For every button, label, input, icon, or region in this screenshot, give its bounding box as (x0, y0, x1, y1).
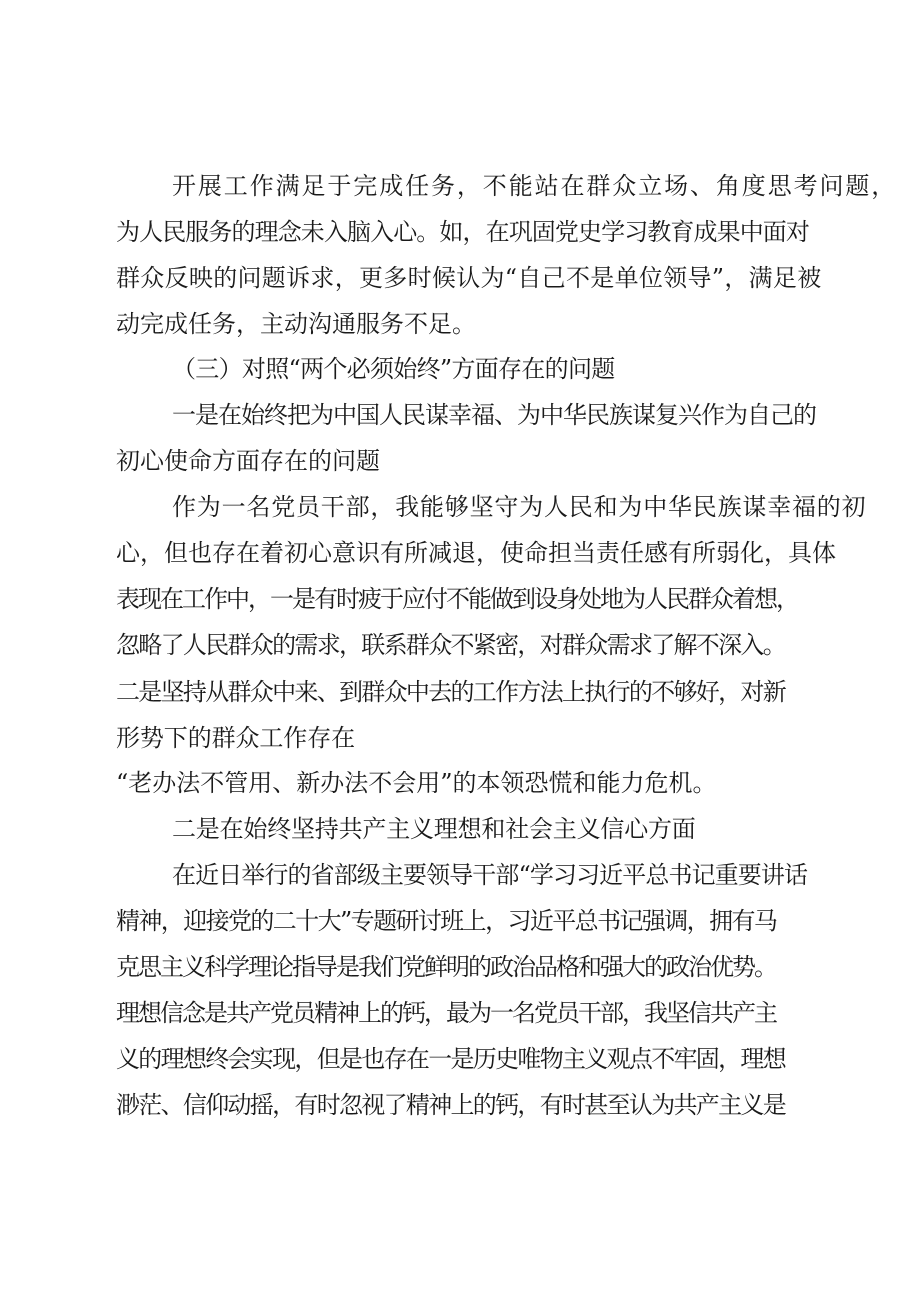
text-line: 精神，迎接党的二十大”专题研讨班上，习近平总书记强调，拥有马 (116, 907, 777, 935)
text-line: 开展工作满足于完成任务，不能站在群众立场、角度思考问题， (172, 172, 898, 200)
text-line: 在近日举行的省部级主要领导干部“学习习近平总书记重要讲话 (172, 861, 808, 889)
text-line: 渺茫、信仰动摇，有时忽视了精神上的钙，有时甚至认为共产主义是 (116, 1091, 785, 1119)
section-heading: 二是在始终坚持共产主义理想和社会主义信心方面 (172, 815, 696, 843)
text-line: 为人民服务的理念未入脑入心。如，在巩固党史学习教育成果中面对 (116, 218, 809, 246)
text-line: 表现在工作中，一是有时疲于应付不能做到设身处地为人民群众着想， (116, 585, 798, 613)
text-line: 初心使命方面存在的问题 (116, 447, 380, 475)
section-heading: （三）对照“两个必须始终”方面存在的问题 (172, 355, 615, 383)
text-line: 理想信念是共产党员精神上的钙，最为一名党员干部，我坚信共产主 (116, 999, 776, 1027)
text-line: 形势下的群众工作存在 (116, 724, 355, 752)
text-line: “老办法不管用、新办法不会用”的本领恐慌和能力危机。 (116, 769, 717, 797)
text-line: 忽略了人民群众的需求，联系群众不紧密，对群众需求了解不深入。 (116, 631, 785, 659)
text-line: 一是在始终把为中国人民谋幸福、为中华民族谋复兴作为自己的 (172, 401, 816, 429)
text-line: 二是坚持从群众中来、到群众中去的工作方法上执行的不够好，对新 (116, 678, 785, 706)
text-line: 克思主义科学理论指导是我们党鲜明的政治品格和强大的政治优势。 (116, 953, 776, 981)
text-line: 作为一名党员干部，我能够坚守为人民和为中华民族谋幸福的初 (172, 493, 867, 521)
text-line: 动完成任务，主动沟通服务不足。 (116, 310, 476, 338)
text-line: 群众反映的问题诉求，更多时候认为“自己不是单位领导”，满足被 (116, 264, 822, 292)
text-line: 义的理想终会实现，但是也存在一是历史唯物主义观点不牢固，理想 (116, 1045, 785, 1073)
text-line: 心，但也存在着初心意识有所减退，使命担当责任感有所弱化，具体 (116, 539, 836, 567)
